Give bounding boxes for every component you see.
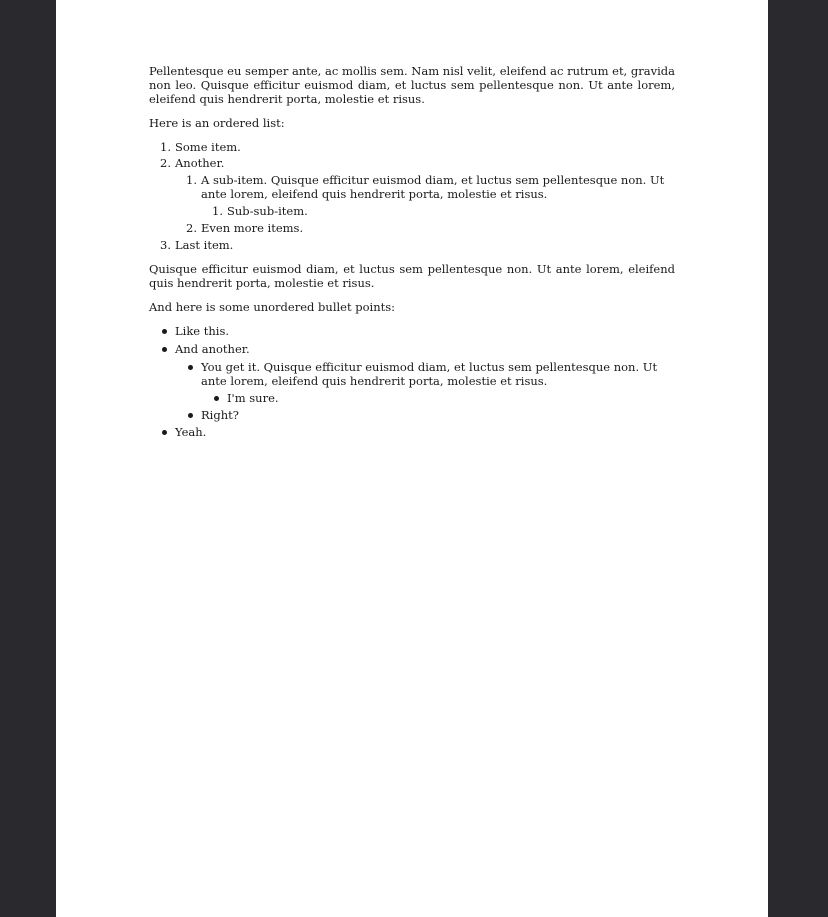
list-item-text: Another.: [175, 156, 225, 170]
unordered-list-intro: And here is some unordered bullet points:: [149, 300, 396, 314]
list-item-text: And another.: [175, 342, 250, 356]
ordered-list-item: [149, 140, 675, 154]
list-marker: 1.: [212, 204, 223, 218]
unordered-subsublist-item: [149, 391, 675, 405]
unordered-sublist-item: [149, 360, 675, 388]
bullet-icon: [162, 430, 167, 435]
list-item-text: I'm sure.: [227, 391, 279, 405]
list-item-text: A sub-item. Quisque efficitur euismod diam, et luctus sem pellentesque non. Ut ante lorem, eleifend quis hendrerit porta, molestie et risus.: [201, 173, 665, 201]
ordered-subsublist: [149, 204, 675, 218]
bullet-icon: [162, 329, 167, 334]
list-marker: 1.: [186, 173, 197, 187]
ordered-subsublist-item: [149, 204, 675, 218]
unordered-list-item: [149, 425, 675, 439]
unordered-sublist: [149, 408, 675, 422]
list-marker: 2.: [160, 156, 171, 170]
ordered-list: [149, 238, 675, 252]
ordered-list-item: [149, 238, 675, 252]
list-marker: 1.: [160, 140, 171, 154]
paragraph-2: Quisque efficitur euismod diam, et luctus sem pellentesque non. Ut ante lorem, eleifend quis hendrerit porta, molestie et risus.: [149, 262, 675, 290]
unordered-sublist-item: [149, 408, 675, 422]
ordered-sublist-item: [149, 173, 675, 201]
ordered-list-item: [149, 156, 675, 170]
unordered-list-item: [149, 342, 675, 356]
unordered-list: [149, 425, 675, 439]
page-content: [149, 64, 675, 443]
list-item-text: Sub-sub-item.: [227, 204, 308, 218]
bullet-icon: [162, 347, 167, 352]
ordered-list: [149, 140, 675, 170]
unordered-list-item: [149, 324, 675, 338]
list-item-text: Like this.: [175, 324, 230, 338]
ordered-sublist: [149, 221, 675, 235]
bullet-icon: [214, 396, 219, 401]
list-item-text: Last item.: [175, 238, 234, 252]
list-item-text: You get it. Quisque efficitur euismod diam, et luctus sem pellentesque non. Ut ante lorem, eleifend quis hendrerit porta, molestie et risus.: [201, 360, 658, 388]
bullet-icon: [188, 365, 193, 370]
list-item-text: Some item.: [175, 140, 241, 154]
list-marker: 2.: [186, 221, 197, 235]
ordered-sublist-item: [149, 221, 675, 235]
document-page: [56, 0, 768, 917]
list-item-text: Even more items.: [201, 221, 304, 235]
list-marker: 3.: [160, 238, 171, 252]
unordered-subsublist: [149, 391, 675, 405]
ordered-list-intro: Here is an ordered list:: [149, 116, 285, 130]
list-item-text: Right?: [201, 408, 239, 422]
ordered-sublist: [149, 173, 675, 201]
bullet-icon: [188, 413, 193, 418]
unordered-sublist: [149, 360, 675, 388]
unordered-list: [149, 324, 675, 356]
list-item-text: Yeah.: [175, 425, 207, 439]
paragraph-1: Pellentesque eu semper ante, ac mollis sem. Nam nisl velit, eleifend ac rutrum et, gravida non leo. Quisque efficitur euismod diam, et luctus sem pellentesque non. Ut ante lorem, eleifend quis hendrerit porta, molestie et risus.: [149, 64, 675, 106]
